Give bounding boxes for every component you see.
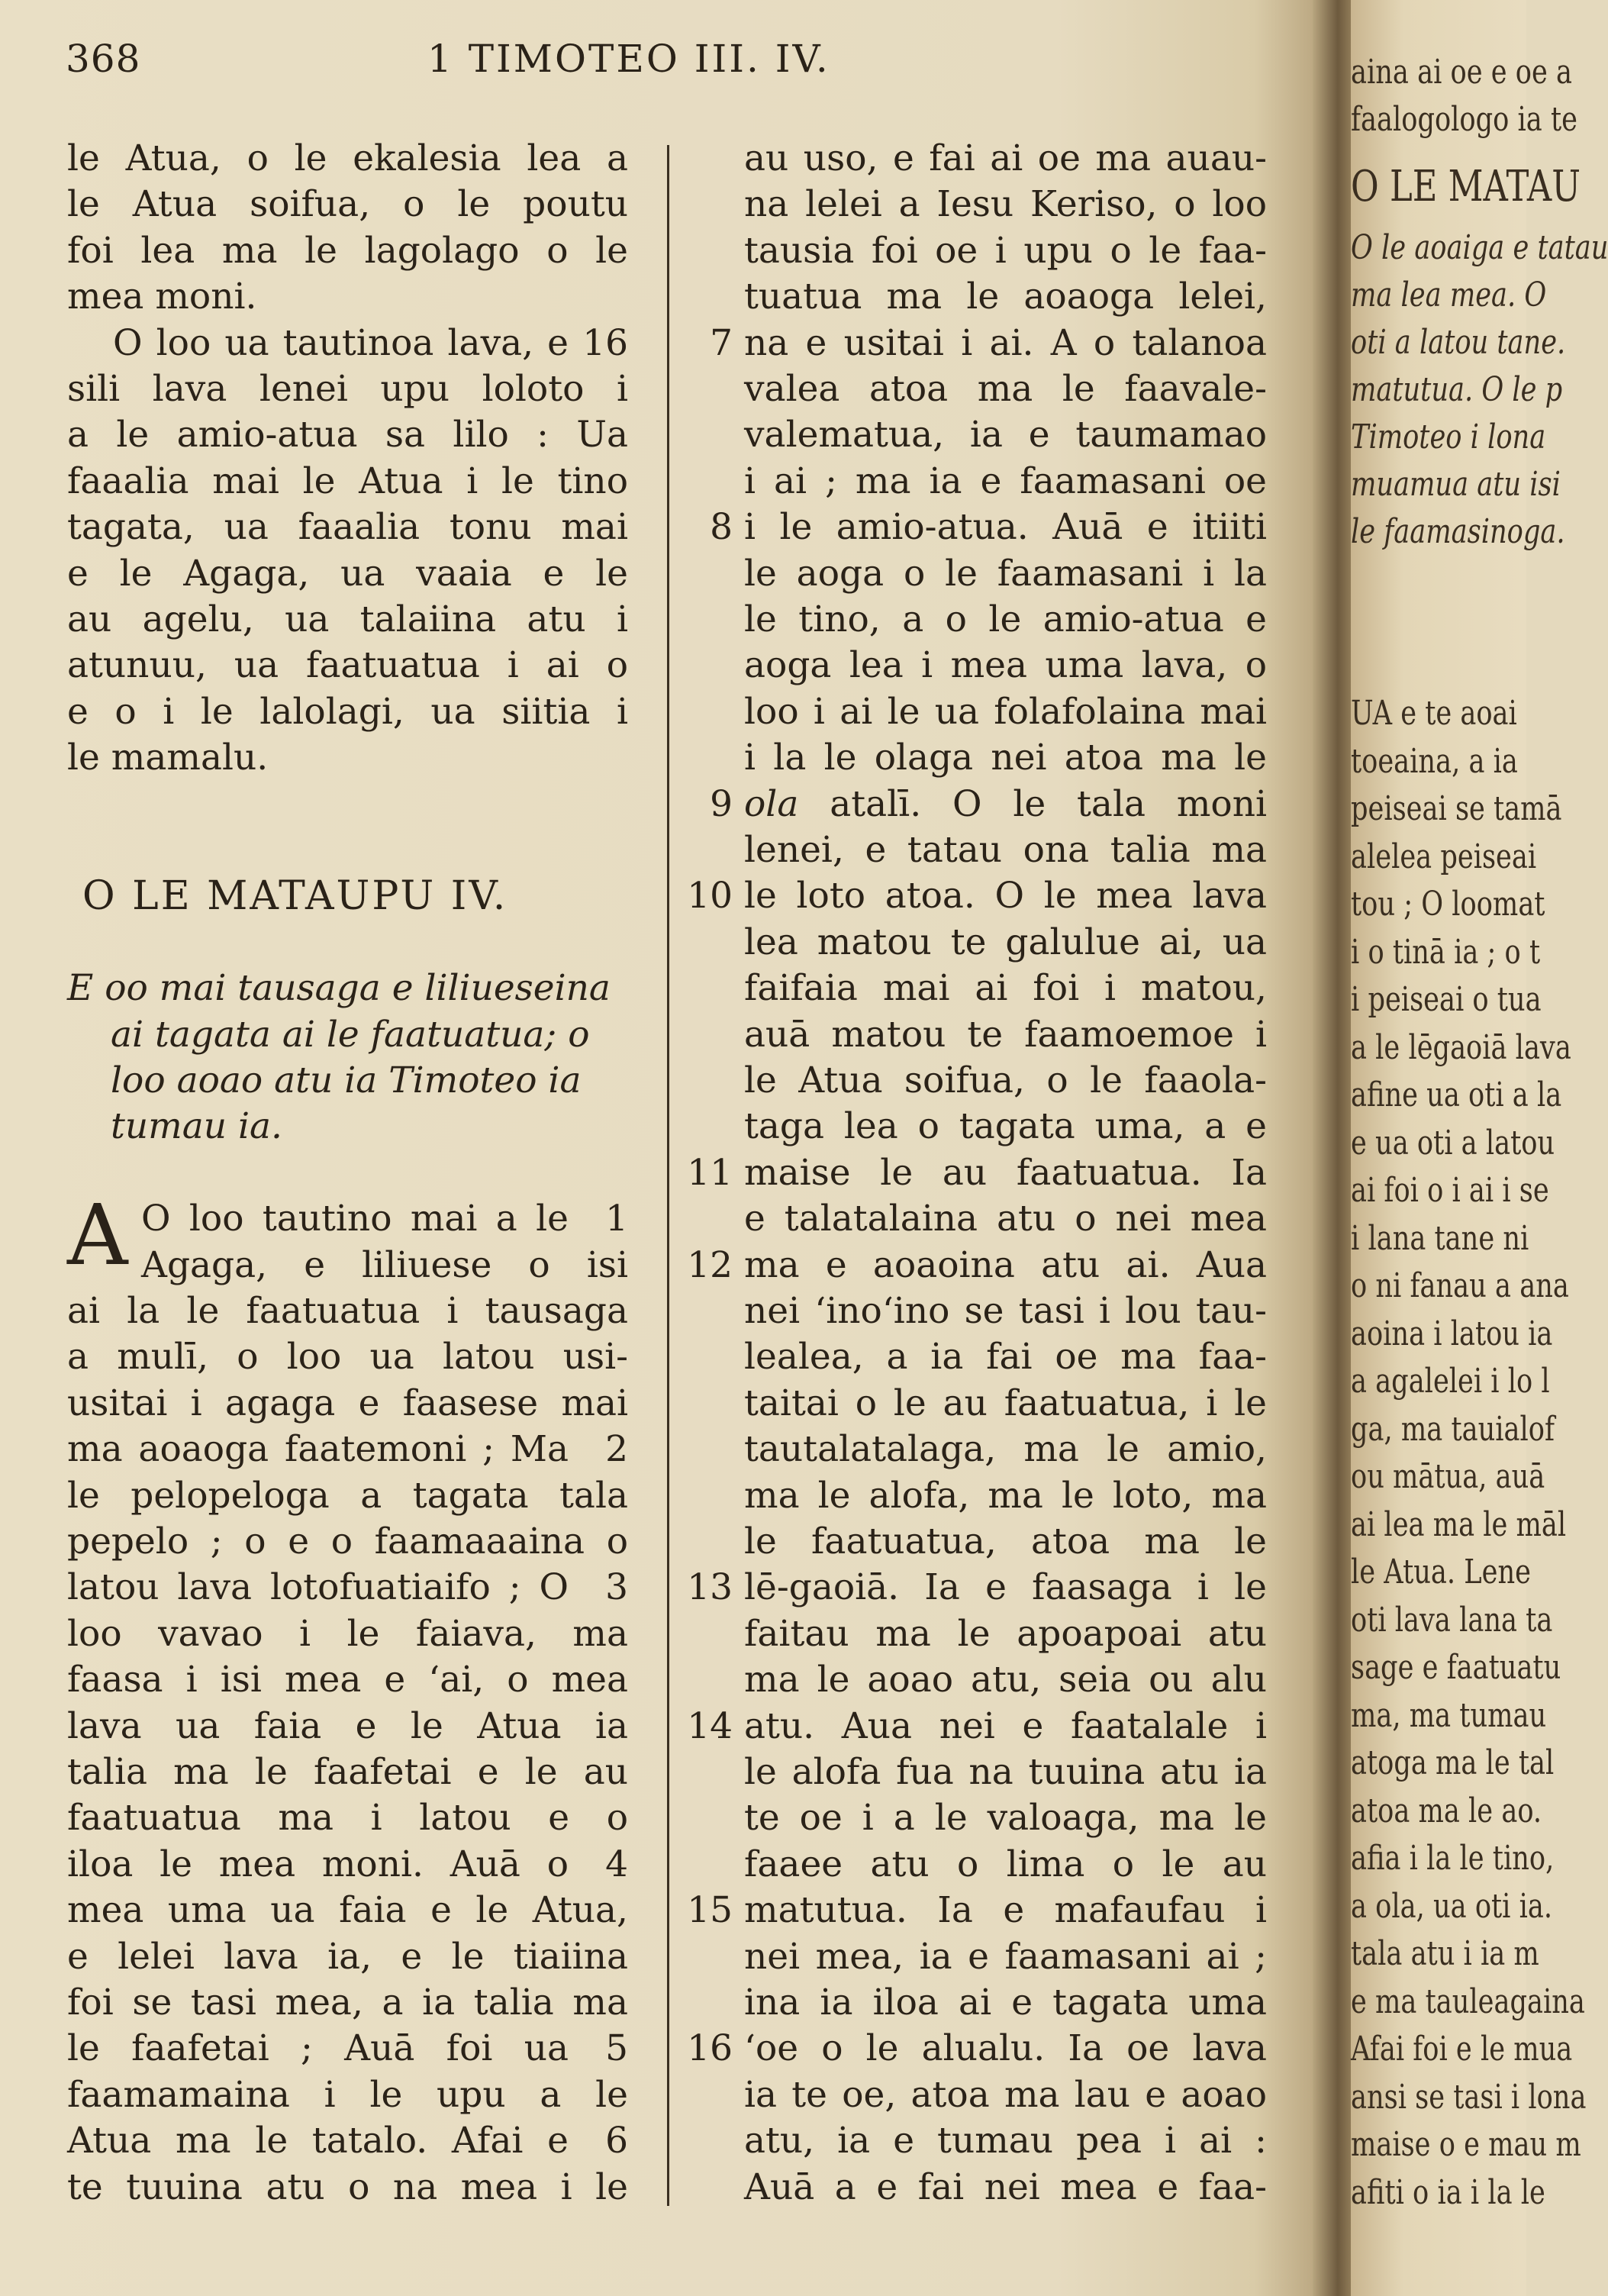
verse-number: 16 [582,321,628,364]
facing-text-fragment: peiseai se tamā [1351,789,1562,828]
facing-summary-fragment: le faamasinoga. [1351,512,1565,551]
text-line: le tino, a o le amio-atua e [744,598,1267,640]
text-line: faaee atu o lima o le au [744,1843,1267,1885]
facing-text-fragment: le Atua. Lene [1351,1553,1531,1591]
drop-cap: A [67,1186,128,1285]
text-line: loo vavao i le faiava, ma [67,1612,628,1655]
text-line: te tuuina atu o na mea i le [67,2165,628,2208]
facing-text-fragment: i o tinā ia ; o t [1351,932,1541,972]
text-line: e talatalaina atu o nei mea [744,1198,1267,1240]
text-line: Agaga, e liliuese o isi [141,1243,628,1286]
text-line: nei ʻinoʻino se tasi i lou tau- [744,1290,1267,1332]
verse-number: 3 [605,1566,628,1609]
facing-summary-fragment: matutua. O le p [1351,370,1563,409]
verse-number: 15 [687,1889,733,1932]
text-line: tausia foi oe i upu o le faa- [744,229,1267,272]
text-line: au uso, e fai ai oe ma auau- [744,137,1267,179]
text-line: a mulī, o loo ua latou usi- [67,1336,628,1379]
facing-text-fragment: i lana tane ni [1351,1218,1529,1258]
facing-text-fragment: o ni fanau a ana [1351,1266,1569,1305]
text-line: aoga lea i mea uma lava, o [744,644,1267,687]
facing-text-fragment: atoga ma le tal [1351,1743,1555,1782]
text-line: valea atoa ma le faavale- [744,368,1267,410]
text-line: atu, ia e tumau pea i ai : [744,2120,1267,2162]
text-line: le Atua soifua, o le faaola- [744,1059,1267,1101]
facing-text-fragment: afia i la le tino, [1351,1839,1555,1878]
italic-word: ola [744,782,799,825]
running-title: 1 TIMOTEO III. IV. [427,37,830,81]
text-line: taitai o le au faatuatua, i le [744,1382,1267,1424]
facing-summary-fragment: Timoteo i lona [1351,418,1546,456]
facing-text-fragment: i peiseai o tua [1351,980,1542,1019]
text-line: le Atua, o le ekalesia lea a [67,137,628,179]
facing-text-fragment: a agalelei i lo l [1351,1362,1550,1401]
chapter-heading: O LE MATAUPU IV. [82,873,508,920]
facing-summary-fragment: oti a latou tane. [1351,323,1566,362]
text-line: faatuatua ma i latou e o [67,1797,628,1840]
facing-text-fragment: ai lea ma le māl [1351,1504,1567,1544]
text-line: le loto atoa. O le mea lava [744,875,1267,917]
facing-text-fragment: sage e faatuatu [1351,1648,1561,1687]
text-line: ola atalī. O le tala moni [744,782,1267,825]
facing-text-fragment: maise o e mau m [1351,2125,1581,2164]
text-line: Auā a e fai nei mea e faa- [744,2165,1267,2208]
facing-text-fragment: afiti o ia i la le [1351,2172,1545,2212]
text-line: ma le alofa, ma le loto, ma [744,1474,1267,1517]
facing-text-fragment: aoina i latou ia [1351,1314,1553,1353]
text-line: le faafetai ; Auā foi ua [67,2027,569,2070]
text-line: mea moni. [67,276,257,318]
verse-number: 14 [687,1704,733,1747]
text-line: ʻoe o le alualu. Ia oe lava [744,2027,1267,2070]
facing-text-fragment: ou mātua, auā [1351,1457,1545,1496]
facing-text-fragment: ansi se tasi i lona [1351,2077,1587,2117]
text-line: ma aoaoga faatemoni ; Ma [67,1428,569,1471]
text-line: lenei, e tatau ona talia ma [744,829,1267,871]
text-line: le alofa fua na tuuina atu ia [744,1751,1267,1793]
text-line: O loo tautino mai a le [141,1198,569,1240]
text-line: le aoga o le faamasani i la [744,552,1267,595]
verse-number: 13 [687,1566,733,1609]
verse-number: 11 [687,1151,733,1194]
text-line: nei mea, ia e faamasani ai ; [744,1935,1267,1978]
text-line: faaalia mai le Atua i le tino [67,460,628,502]
text-line: talia ma le faafetai e le au [67,1751,628,1793]
text-line: na e usitai i ai. A o talanoa [744,321,1267,364]
text-line: ai la le faatuatua i tausaga [67,1290,628,1332]
text-line: tuatua ma le aoaoga lelei, [744,276,1267,318]
text-line: a le amio-atua sa lilo : Ua [67,414,628,456]
facing-text-fragment: a ola, ua oti ia. [1351,1886,1553,1926]
text-line: pepelo ; o e o faamaaaina o [67,1520,628,1562]
verse-number: 12 [687,1243,733,1286]
facing-text-fragment: ma, ma tumau [1351,1695,1547,1735]
verse-number: 2 [605,1428,628,1471]
verse-number: 7 [710,321,733,364]
verse-number: 4 [605,1843,628,1885]
verse-number: 16 [687,2027,733,2070]
text-line: tagata, ua faaalia tonu mai [67,506,628,549]
facing-text-fragment: tou ; O loomat [1351,885,1545,924]
verse-number: 6 [605,2120,628,2162]
text-line: atu. Aua nei e faatalale i [744,1704,1267,1747]
verse-number: 5 [605,2027,628,2070]
facing-text-fragment: atoa ma le ao. [1351,1791,1542,1830]
facing-text-fragment: a le lēgaoiā lava [1351,1027,1571,1067]
text-line: e o i le lalolagi, ua siitia i [67,690,628,733]
text-line: loo i ai le ua folafolaina mai [744,690,1267,733]
text-line: foi lea ma le lagolago o le [67,229,628,272]
text-line: atunuu, ua faatuatua i ai o [67,644,628,687]
facing-chapter-heading: O LE MATAU [1351,162,1581,211]
facing-text-fragment: toeaina, a ia [1351,741,1518,781]
text-line: usitai i agaga e faasese mai [67,1382,628,1424]
text-line: i la le olaga nei atoa ma le [744,737,1267,779]
text-line: le Atua soifua, o le poutu [67,183,628,226]
verse-number: 8 [710,506,733,549]
text-line: le pelopeloga a tagata tala [67,1474,628,1517]
facing-text-fragment: afine ua oti a la [1351,1075,1562,1114]
text-line: ina ia iloa ai e tagata uma [744,1982,1267,2024]
facing-summary-fragment: muamua atu isi [1351,465,1561,504]
text-line: i ai ; ma ia e faamasani oe [744,460,1267,502]
text-line: auā matou te faamoemoe i [744,1013,1267,1056]
facing-text-fragment: e ma tauleagaina [1351,1982,1585,2021]
column-divider [667,145,669,2206]
text-line: taga lea o tagata uma, a e [744,1105,1267,1148]
facing-text-fragment: aina ai oe e oe a [1351,53,1572,92]
chapter-summary-line: tumau ia. [111,1105,282,1148]
text-line: maise le au faatuatua. Ia [744,1151,1267,1194]
text-line: faamamaina i le upu a le [67,2073,628,2116]
text-line: ma e aoaoina atu ai. Aua [744,1243,1267,1286]
facing-text-fragment: tala atu i ia m [1351,1934,1539,1973]
facing-text-fragment: alelea peiseai [1351,837,1537,876]
text-line: sili lava lenei upu loloto i [67,368,628,410]
verse-number: 1 [605,1198,628,1240]
facing-text-fragment: Afai foi e le mua [1351,2030,1573,2069]
facing-text-fragment: faalogologo ia te [1351,100,1577,139]
chapter-summary-line: ai tagata ai le faatuatua; o [111,1013,590,1056]
text-line: lea matou te galulue ai, ua [744,921,1267,963]
page-number: 368 [66,37,141,81]
text-line: faifaia mai ai foi i matou, [744,967,1267,1010]
text-line: e lelei lava ia, e le tiaiina [67,1935,628,1978]
text-line: au agelu, ua talaiina atu i [67,598,628,640]
text-line: iloa le mea moni. Auā o [67,1843,569,1885]
text-line: na lelei a Iesu Keriso, o loo [744,183,1267,226]
text-line: mea uma ua faia e le Atua, [67,1889,628,1932]
text-line: ia te oe, atoa ma lau e aoao [744,2073,1267,2116]
text-line: faitau ma le apoapoai atu [744,1612,1267,1655]
facing-text-fragment: e ua oti a latou [1351,1123,1555,1163]
verse-number: 9 [710,782,733,825]
facing-text-fragment: ai foi o i ai i se [1351,1171,1549,1210]
text-line: tautalatalaga, ma le amio, [744,1428,1267,1471]
text-line: Atua ma le tatalo. Afai e [67,2120,569,2162]
facing-page [1351,0,1608,2296]
text-line: le faatuatua, atoa ma le [744,1520,1267,1562]
text-line: lava ua faia e le Atua ia [67,1704,628,1747]
verse-number: 10 [687,875,733,917]
text-line: i le amio-atua. Auā e itiiti [744,506,1267,549]
text-line: faasa i isi mea e ʻai, o mea [67,1659,628,1701]
text-line: lē-gaoiā. Ia e faasaga i le [744,1566,1267,1609]
facing-text-fragment: UA e te aoai [1351,694,1517,733]
text-line: latou lava lotofuatiaifo ; O [67,1566,569,1609]
chapter-summary-line: loo aoao atu ia Timoteo ia [111,1059,582,1101]
text-line: O loo ua tautinoa lava, e [113,321,569,364]
text-line: lealea, a ia fai oe ma faa- [744,1336,1267,1379]
text-line: te oe i a le valoaga, ma le [744,1797,1267,1840]
chapter-summary-line: E oo mai tausaga e liliueseina [67,967,611,1010]
facing-text-fragment: oti lava lana ta [1351,1600,1553,1640]
text-line: le mamalu. [67,737,269,779]
text-line: matutua. Ia e mafaufau i [744,1889,1267,1932]
facing-summary-fragment: O le aoaiga e tatau [1351,228,1608,267]
facing-text-fragment: ga, ma tauialof [1351,1409,1555,1449]
text-line: valematua, ia e taumamao [744,414,1267,456]
text-line: foi se tasi mea, a ia talia ma [67,1982,628,2024]
text-line: ma le aoao atu, seia ou alu [744,1659,1267,1701]
facing-summary-fragment: ma lea mea. O [1351,276,1547,314]
text-line: e le Agaga, ua vaaia e le [67,552,628,595]
